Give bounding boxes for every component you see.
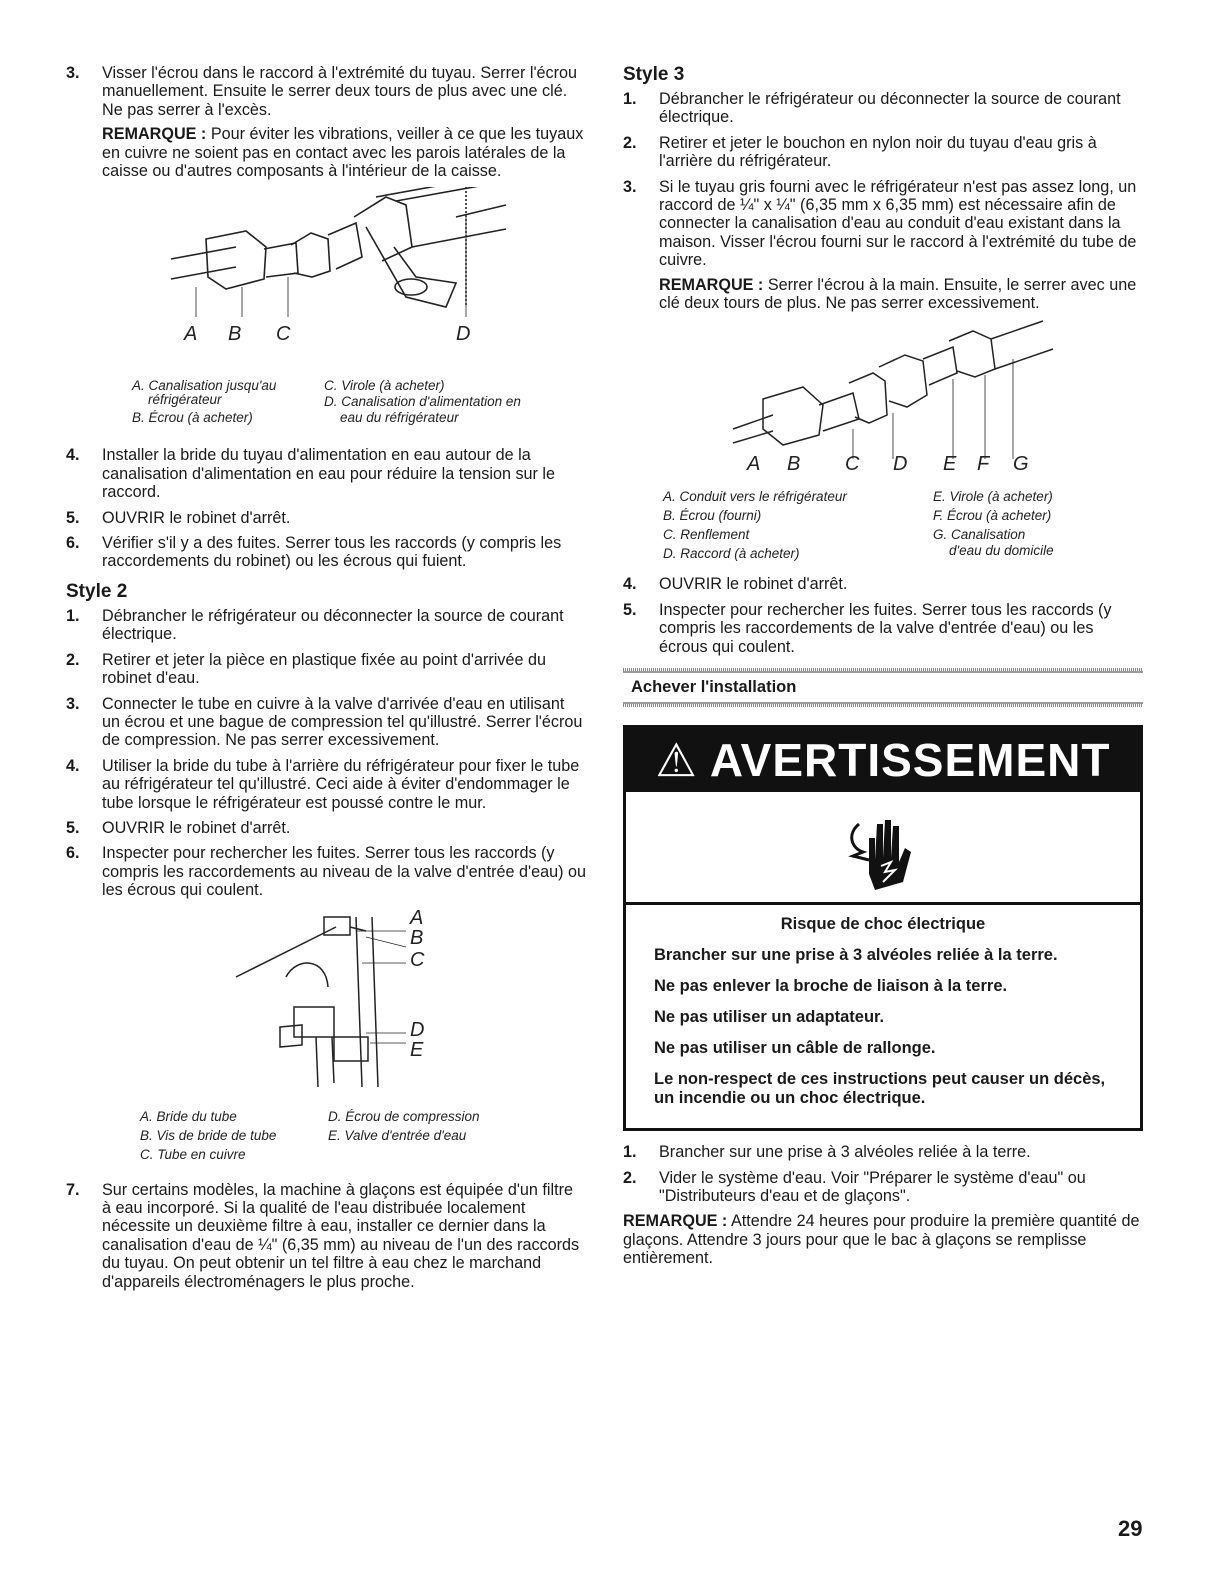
callout-letter: F [977, 453, 990, 476]
callout-letter: D [456, 323, 471, 346]
list-item [623, 1143, 1143, 1161]
figure-compression-fitting [66, 187, 586, 382]
list-item [66, 509, 586, 527]
step-number: 4. [66, 446, 80, 465]
section-heading-style-3: Style 3 [623, 64, 685, 85]
step-number: 3. [66, 694, 80, 713]
step-number: 2. [623, 133, 637, 152]
remark [659, 276, 1143, 313]
step-number: 3. [623, 177, 637, 196]
page-number: 29 [1118, 1516, 1143, 1541]
callout-letter: E [410, 1038, 424, 1061]
step-text: Vérifier s'il y a des fuites. Serrer tous les raccords (y compris les raccordements du robinet) ou les écrous qui fuient. [102, 534, 562, 571]
callout-letter: D [410, 1018, 425, 1041]
step-text: OUVRIR le robinet d'arrêt. [102, 508, 291, 527]
step-text: OUVRIR le robinet d'arrêt. [659, 575, 848, 594]
remark-text: Attendre 24 heures pour produire la première quantité de glaçons. Attendre 3 jours pour que le bac à glaçons se remplisse entièrement. [623, 1212, 1140, 1268]
list-item [623, 1169, 1143, 1206]
callout-letter: G [1013, 453, 1029, 476]
remark [102, 125, 586, 180]
step-number: 7. [66, 1180, 80, 1199]
section-title: Achever l'installation [631, 678, 797, 697]
right-column [623, 64, 1143, 1268]
list-item [66, 695, 586, 750]
electric-shock-hand-icon [841, 804, 921, 894]
legend-item: A. Bride du tube [140, 1108, 237, 1124]
step-text: Connecter le tube en cuivre à la valve d'arrivée d'eau en utilisant un écrou et une bague de compression tel qu'illustré. Serrer l'écrou de compression. Ne pas serrer excessivement. [102, 694, 583, 750]
warning-triangle-icon: ⚠ [655, 734, 698, 787]
warning-body [626, 905, 1140, 1128]
legend-item: E. Virole (à acheter) [933, 489, 1053, 505]
callout-letter: D [893, 453, 908, 476]
steps-list [66, 607, 586, 900]
legend-item: G. Canalisation [933, 527, 1026, 543]
list-item [623, 575, 1143, 593]
step-number: 1. [66, 606, 80, 625]
legend-item: C. Renflement [663, 527, 750, 543]
list-item [66, 607, 586, 644]
union-illustration [623, 319, 1143, 459]
legend-item: C. Virole (à acheter) [324, 378, 445, 394]
list-item [66, 757, 586, 812]
steps-list [623, 1143, 1143, 1205]
step-number: 2. [623, 1168, 637, 1187]
legend-item: B. Écrou (fourni) [663, 508, 762, 524]
legend-item: A. Conduit vers le réfrigérateur [663, 489, 847, 505]
legend-item: D. Raccord (à acheter) [663, 546, 800, 562]
remark-text: Serrer l'écrou à la main. Ensuite, le serrer avec une clé deux tours de plus. Ne pas serrer excessivement. [659, 275, 1137, 313]
remark-label: REMARQUE : [659, 275, 764, 294]
steps-list [623, 575, 1143, 656]
step-number: 4. [623, 575, 637, 594]
step-number: 3. [66, 64, 80, 82]
step-text: Inspecter pour rechercher les fuites. Serrer tous les raccords (y compris les raccordements au niveau de la valve d'entrée d'eau) ou les écrous qui coulent. [102, 844, 586, 900]
warning-line: Risque de choc électrique [780, 915, 986, 934]
step-number: 6. [66, 534, 80, 553]
legend-item: E. Valve d'entrée d'eau [328, 1127, 467, 1143]
figure-water-valve [66, 907, 586, 1103]
step-number: 5. [66, 818, 80, 837]
left-column [66, 64, 586, 1298]
callout-letter: E [943, 453, 957, 476]
step-text: Installer la bride du tuyau d'alimentation en eau autour de la canalisation d'alimentation en eau pour réduire la tension sur le raccord. [102, 446, 556, 502]
legend-item: D. Canalisation d'alimentation en [324, 394, 521, 410]
step-number: 1. [623, 1143, 637, 1162]
warning-line: Ne pas utiliser un câble de rallonge. [654, 1039, 936, 1058]
steps-list [66, 64, 586, 180]
step-number: 5. [623, 600, 637, 619]
legend-item: D. Écrou de compression [328, 1108, 480, 1124]
step-text: Si le tuyau gris fourni avec le réfrigérateur n'est pas assez long, un raccord de ¼" x ¼" (6,35 mm x 6,35 mm) est nécessaire afin de connecter la canalisation d'eau au conduit d'eau existant dans la maison. Visser l'écrou fourni sur le raccord à l'extrémité du tube de cuivre. [659, 177, 1137, 270]
step-text: Sur certains modèles, la machine à glaçons est équipée d'un filtre à eau incorporé. Si la qualité de l'eau distribuée localement nécessite un deuxième filtre à eau, installer ce dernier dans la canalisation d'eau de ¼" (6,35 mm) au niveau de l'un des raccords du tuyau. On peut obtenir un tel filtre à eau chez le marchand d'appareils électroménagers le plus proche. [102, 1180, 580, 1291]
warning-line: Ne pas utiliser un adaptateur. [654, 1008, 885, 1027]
step-text: Débrancher le réfrigérateur ou déconnecter la source de courant électrique. [659, 90, 1121, 127]
legend-item: B. Écrou (à acheter) [132, 410, 253, 426]
legend-item: eau du réfrigérateur [340, 410, 459, 426]
remark-text: Pour éviter les vibrations, veiller à ce que les tuyaux en cuivre ne soient pas en contact avec les parois latérales de la caisse ou d'autres composants à l'intérieur de la caisse. [102, 125, 584, 181]
warning-line: Ne pas enlever la broche de liaison à la terre. [654, 977, 1008, 996]
list-item [66, 844, 586, 899]
step-text: Utiliser la bride du tube à l'arrière du réfrigérateur pour fixer le tube au réfrigérateur tel qu'illustré. Ceci aide à éviter d'endommager le tube lorsque le réfrigérateur est poussé contre le mur. [102, 756, 580, 812]
legend-item: C. Tube en cuivre [140, 1146, 246, 1162]
warning-line: Le non-respect de ces instructions peut causer un décès, un incendie ou un choc électrique. [654, 1070, 1106, 1108]
list-item [66, 446, 586, 501]
callout-letter: C [845, 453, 860, 476]
legend-item: B. Vis de bride de tube [140, 1127, 277, 1143]
remark-label: REMARQUE : [623, 1212, 728, 1231]
step-text: Retirer et jeter le bouchon en nylon noir du tuyau d'eau gris à l'arrière du réfrigérateur. [659, 133, 1097, 171]
step-number: 4. [66, 756, 80, 775]
callout-letter: B [410, 926, 424, 949]
legend-item: F. Écrou (à acheter) [933, 508, 1052, 524]
warning-box [623, 725, 1143, 1131]
step-text: Vider le système d'eau. Voir "Préparer le système d'eau" ou "Distributeurs d'eau et de glaçons". [659, 1168, 1086, 1205]
section-heading-bar [623, 668, 1143, 707]
list-item [66, 819, 586, 837]
list-item [66, 64, 586, 180]
callout-letter: B [228, 323, 242, 346]
figure-legend [623, 489, 1143, 565]
figure-legend [66, 1109, 586, 1167]
figure-legend [66, 378, 586, 436]
section-heading-style-2: Style 2 [66, 580, 128, 602]
step-text: Inspecter pour rechercher les fuites. Serrer tous les raccords (y compris les raccordements de la valve d'entrée d'eau) ou les écrous qui coulent. [659, 600, 1112, 656]
warning-line: Brancher sur une prise à 3 alvéoles reliée à la terre. [654, 946, 1058, 965]
warning-icon-row [626, 792, 1140, 905]
list-item [66, 534, 586, 571]
legend-item: d'eau du domicile [949, 543, 1054, 559]
warning-header [626, 728, 1140, 792]
step-text: OUVRIR le robinet d'arrêt. [102, 818, 291, 837]
callout-letter: A [184, 323, 198, 346]
list-item [623, 90, 1143, 127]
callout-letter: C [410, 948, 425, 971]
steps-list [66, 1181, 586, 1291]
callout-letter: C [276, 323, 291, 346]
warning-title: AVERTISSEMENT [709, 734, 1111, 787]
step-text: Retirer et jeter la pièce en plastique fixée au point d'arrivée du robinet d'eau. [102, 650, 547, 688]
legend-item: réfrigérateur [148, 392, 222, 408]
remark-label: REMARQUE : [102, 125, 207, 144]
step-number: 6. [66, 844, 80, 863]
legend-item: A. Canalisation jusqu'au [132, 378, 277, 394]
list-item [66, 1181, 586, 1291]
valve-illustration [66, 907, 586, 1103]
step-number: 5. [66, 508, 80, 527]
callout-letter: A [747, 453, 761, 476]
step-text: Visser l'écrou dans le raccord à l'extrémité du tuyau. Serrer l'écrou manuellement. Ensuite le serrer deux tours de plus avec une clé. Ne pas serrer à l'excès. [102, 64, 578, 119]
step-number: 2. [66, 650, 80, 669]
list-item [66, 651, 586, 688]
figure-union-fitting [623, 319, 1143, 479]
steps-list [66, 446, 586, 570]
steps-list [623, 90, 1143, 312]
step-text: Débrancher le réfrigérateur ou déconnecter la source de courant électrique. [102, 606, 564, 644]
callout-letter: B [787, 453, 801, 476]
callout-letter: A [410, 906, 424, 929]
remark [623, 1212, 1143, 1267]
fitting-illustration [66, 187, 586, 337]
step-number: 1. [623, 90, 637, 108]
step-text: Brancher sur une prise à 3 alvéoles reliée à la terre. [659, 1143, 1031, 1162]
list-item [623, 134, 1143, 171]
list-item [623, 601, 1143, 656]
list-item [623, 178, 1143, 313]
